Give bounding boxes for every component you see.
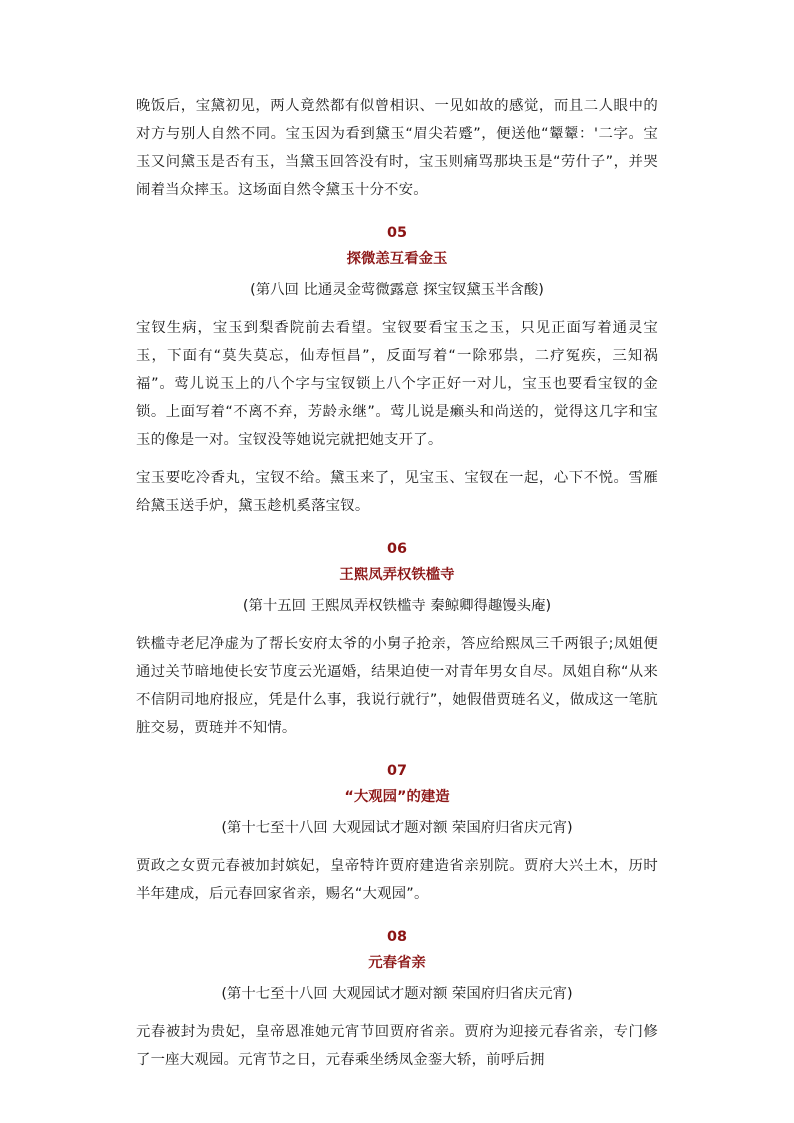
section-paragraph: 元春被封为贵妃，皇帝恩准她元宵节回贾府省亲。贾府为迎接元春省亲，专门修了一座大观园。元宵节之日，元春乘坐绣凤金銮大轿，前呼后拥 (136, 1024, 658, 1068)
section-subtitle: (第八回 比通灵金莺微露意 探宝钗黛玉半含酸) (250, 282, 544, 298)
section-subtitle: (第十五回 王熙凤弄权铁槛寺 秦鲸卿得趣馒头庵) (242, 598, 552, 614)
section-08 (136, 924, 658, 1074)
section-number: 06 (386, 541, 408, 557)
section-number: 08 (386, 929, 408, 945)
section-title: 探微恙互看金玉 (346, 251, 448, 267)
section-title: 元春省亲 (368, 955, 426, 971)
section-paragraph: 贾政之女贾元春被加封嫔妃，皇帝特许贾府建造省亲别院。贾府大兴土木，历时半年建成，后元春回家省亲，赐名“大观园”。 (136, 858, 658, 902)
section-number: 05 (386, 225, 408, 241)
intro-paragraph: 晚饭后，宝黛初见，两人竟然都有似曾相识、一见如故的感觉，而且二人眼中的对方与别人自然不同。宝玉因为看到黛玉“眉尖若蹙”，便送他“颦颦：'二字。宝玉又问黛玉是否有玉，当黛玉回答没有时，宝玉则痛骂那块玉是“劳什子”，并哭闹着当众摔玉。这场面自然令黛玉十分不安。 (136, 98, 658, 198)
section-subtitle: (第十七至十八回 大观园试才题对额 荣国府归省庆元宵) (221, 820, 573, 836)
section-06 (136, 536, 658, 742)
section-subtitle: (第十七至十八回 大观园试才题对额 荣国府归省庆元宵) (221, 986, 573, 1002)
section-title: “大观园”的建造 (344, 789, 450, 805)
section-07 (136, 758, 658, 908)
section-05 (136, 220, 658, 520)
section-number: 07 (386, 763, 408, 779)
section-paragraph: 宝钗生病，宝玉到梨香院前去看望。宝钗要看宝玉之玉，只见正面写着通灵宝玉，下面有“莫失莫忘，仙寿恒昌”，反面写着“一除邪祟，二疗冤疾，三知祸福”。莺儿说玉上的八个字与宝钗锁上八个字正好一对儿，宝玉也要看宝钗的金锁。上面写着“不离不弃，芳龄永继”。莺儿说是癞头和尚送的，觉得这几字和宝玉的像是一对。宝钗没等她说完就把她支开了。 (136, 320, 658, 448)
section-paragraph: 铁槛寺老尼净虚为了帮长安府太爷的小舅子抢亲，答应给熙凤三千两银子;凤姐便通过关节暗地使长安节度云光逼婚，结果迫使一对青年男女自尽。凤姐自称“从来不信阴司地府报应，凭是什么事，我说行就行”，她假借贾琏名义，做成这一笔肮脏交易，贾琏并不知情。 (136, 636, 658, 736)
document-page (136, 92, 658, 1084)
section-title: 王熙凤弄权铁槛寺 (339, 567, 455, 583)
section-paragraph: 宝玉要吃冷香丸，宝钗不给。黛玉来了，见宝玉、宝钗在一起，心下不悦。雪雁给黛玉送手炉，黛玉趁机奚落宝钗。 (136, 470, 658, 514)
